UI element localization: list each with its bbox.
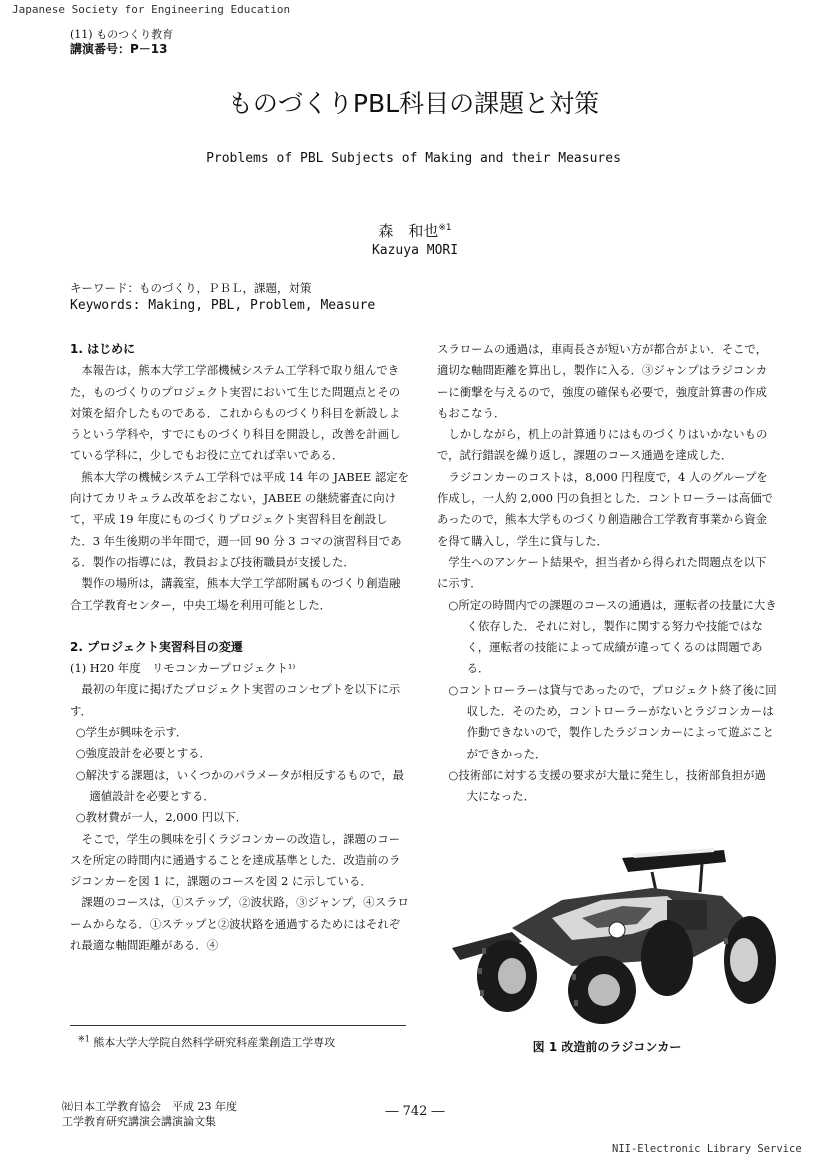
footnote-text: 熊本大学大学院自然科学研究科産業創造工学専攻 [93, 1036, 336, 1049]
paragraph: 最初の年度に掲げたプロジェクト実習のコンセプトを以下に示す． [70, 682, 401, 718]
nii-service-label: NII-Electronic Library Service [612, 1143, 802, 1155]
paragraph: しかしながら，机上の計算通りにはものづくりはいかないもので，試行錯誤を繰り返し，課題のコース通過を達成した． [437, 427, 768, 463]
page-title: ものづくりPBL科目の課題と対策 [227, 89, 600, 118]
paragraph: ラジコンカーのコストは，8,000 円程度で，4 人のグループを作成し，一人約 2,000 円の負担とした．コントローラーは高価であったので，熊本大学ものづくり創造融合工学教育事業から資金を得て購入し，学生に貸与した． [437, 469, 774, 548]
bullet-item: ○教材費が一人，2,000 円以下． [75, 810, 248, 825]
bullet-item: ○技術部に対する支援の要求が大量に発生し，技術部負担が過大になった． [448, 767, 766, 804]
page-subtitle: Problems of PBL Subjects of Making and their Measures [206, 151, 621, 166]
author-mark: ※1 [438, 223, 452, 233]
footnote [78, 1034, 335, 1050]
figure-caption: 図 1 改造前のラジコンカー [532, 1040, 682, 1054]
section-heading-2: 2. プロジェクト実習科目の変遷 [70, 639, 243, 654]
paragraph: そこで，学生の興味を引くラジコンカーの改造し，課題のコースを所定の時間内に通過することを達成基準とした．改造前のラジコンカーを図 1 に，課題のコースを図 2 に示している． [70, 831, 401, 889]
publisher-line-2: 工学教育研究講演会講演論文集 [62, 1115, 216, 1128]
lecture-number: 講演番号：P－13 [70, 42, 168, 56]
footnote-rule [70, 1025, 406, 1026]
left-column [70, 339, 410, 956]
author-name-en: Kazuya MORI [371, 243, 459, 258]
right-column [437, 339, 777, 808]
paragraph: 学生へのアンケート結果や，担当者から得られた問題点を以下に示す． [437, 554, 767, 591]
rc-car-figure [452, 848, 782, 1026]
publisher-line-1: ㈳日本工学教育協会 平成 23 年度 [62, 1100, 237, 1113]
session-label: (11) ものつくり教育 [70, 28, 174, 41]
author-name: 森 和也 [378, 222, 439, 240]
society-header: Japanese Society for Engineering Education [12, 3, 291, 16]
paragraph: 本報告は，熊本大学工学部機械システム工学科で取り組んできた，ものづくりのプロジェクト実習において生じた問題点とその対策を紹介したものである．これからものづくり科目を新設しようという学科や，すでにものづくり科目を開設し，改善を計画している学科に，少しでもお役に立てれば幸いである． [70, 363, 401, 463]
bullet-item: ○解決する課題は，いくつかのパラメータが相反するもので，最適値設計を必要とする． [75, 767, 405, 803]
bullet-item: ○強度設計を必要とする． [75, 746, 211, 761]
keywords-ja: キーワード：ものづくり，ＰＢＬ，課題，対策 [70, 281, 312, 295]
paragraph: 製作の場所は，講義室，熊本大学工学部附属ものづくり創造融合工学教育センター，中央工場を利用可能とした． [70, 576, 401, 612]
paragraph: スラロームの通過は，車両長さが短い方が都合がよい．そこで，適切な軸間距離を算出し，製作に入る．③ジャンプはラジコンカーに衝撃を与えるので，強度の確保も必要で，強度計算書の作成もおこなう． [437, 342, 768, 420]
bullet-item: ○所定の時間内での課題のコースの通過は，運転者の技量に大きく依存した．それに対し，製作に関する努力や技能ではなく，運転者の技能によって成績が違ってくるのは問題である． [448, 597, 777, 676]
paragraph: 課題のコースは，①ステップ，②波状路，③ジャンプ，④スラロームからなる．①ステップと②波状路を通過するためにはそれぞれ最適な軸間距離がある．④ [70, 895, 409, 953]
keywords-en: Keywords: Making, PBL, Problem, Measure [70, 298, 376, 313]
section-heading-1: 1. はじめに [70, 342, 136, 356]
page-number: ― 742 ― [385, 1104, 445, 1119]
footnote-mark: ※1 [78, 1034, 90, 1044]
paragraph: 熊本大学の機械システム工学科では平成 14 年の JABEE 認定を向けてカリキュラム改革をおこない，JABEE の継続審査に向けて，平成 19 年度にものづくりプロジェクト実習科目を創設した．3 年生後期の半年間で，週一回 90 分 3 コマの演習科目である．製作の指導には，教員および技術職員が支援した． [70, 469, 410, 569]
bullet-item: ○コントローラーは貸与であったので，プロジェクト終了後に回収した．そのため，コントローラーがないとラジコンカーは作動できないので，製作したラジコンカーによって遊ぶことができかった． [448, 682, 777, 761]
bullet-item: ○学生が興味を示す． [75, 725, 188, 740]
author-name-ja [290, 220, 540, 241]
subsection-heading: (1) H20 年度 リモコンカープロジェクト¹⁾ [70, 661, 296, 676]
